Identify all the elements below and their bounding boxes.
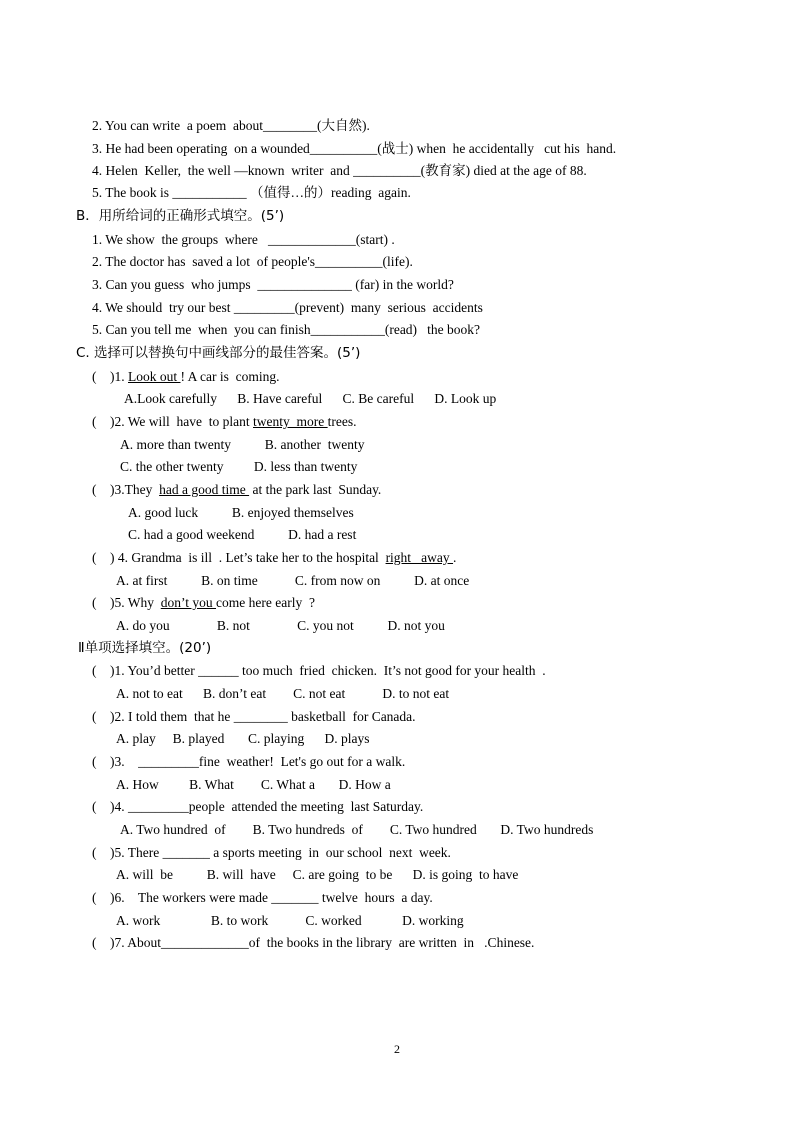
page-number: 2 bbox=[394, 1042, 400, 1056]
section-c-q4 bbox=[92, 550, 456, 566]
q3-suffix: at the park last Sunday. bbox=[249, 482, 382, 497]
q4-suffix: . bbox=[453, 550, 457, 565]
section-c-q3-options-1: A. good luck B. enjoyed themselves bbox=[128, 505, 354, 520]
section-b-item-3: 3. Can you guess who jumps ______________ (far) in the world? bbox=[92, 277, 454, 292]
section-ii-q3-options: A. How B. What C. What a D. How a bbox=[116, 777, 391, 792]
q3-underlined: had a good time bbox=[159, 482, 250, 497]
section-ii-q5: ( )5. There _______ a sports meeting in our school next week. bbox=[92, 845, 451, 860]
section-b-item-5: 5. Can you tell me when you can finish___________(read) the book? bbox=[92, 322, 481, 337]
section-ii-q1: ( )1. You’d better ______ too much fried chicken. It’s not good for your health . bbox=[92, 663, 546, 678]
section-c-q1-options: A.Look carefully B. Have careful C. Be careful D. Look up bbox=[124, 391, 497, 406]
section-ii-q6: ( )6. The workers were made _______ twelve hours a day. bbox=[92, 890, 433, 905]
q2-suffix: trees. bbox=[327, 414, 357, 429]
section-c-q5-options: A. do you B. not C. you not D. not you bbox=[116, 618, 445, 633]
section-ii-q1-options: A. not to eat B. don’t eat C. not eat D. to not eat bbox=[116, 686, 450, 701]
section-ii-q3: ( )3. _________fine weather! Let's go out for a walk. bbox=[92, 754, 406, 769]
section-ii-q2: ( )2. I told them that he ________ basketball for Canada. bbox=[92, 709, 416, 724]
section-ii-q2-options: A. play B. played C. playing D. plays bbox=[116, 731, 370, 746]
section-c-q3 bbox=[92, 482, 381, 498]
section-c-q2-options-2: C. the other twenty D. less than twenty bbox=[120, 459, 358, 474]
section-c-q2-options-1: A. more than twenty B. another twenty bbox=[120, 437, 365, 452]
part-a-item-3: 3. He had been operating on a wounded__________(战士) when he accidentally cut his hand. bbox=[92, 141, 617, 156]
section-c-q1 bbox=[92, 369, 279, 385]
q2-underlined: twenty more bbox=[253, 414, 328, 429]
q3-prefix: ( )3.They bbox=[92, 482, 160, 497]
part-a-item-2: 2. You can write a poem about________(大自然). bbox=[92, 118, 370, 133]
q5-underlined: don’t you bbox=[160, 595, 217, 610]
section-ii-q6-options: A. work B. to work C. worked D. working bbox=[116, 913, 464, 928]
section-ii-q4: ( )4. _________people attended the meeting last Saturday. bbox=[92, 799, 424, 814]
section-ii-q5-options: A. will be B. will have C. are going to be D. is going to have bbox=[116, 867, 519, 882]
q5-suffix: come here early ? bbox=[216, 595, 315, 610]
section-c-q5 bbox=[92, 595, 315, 611]
section-b-item-4: 4. We should try our best _________(prevent) many serious accidents bbox=[92, 300, 483, 315]
part-a-item-5: 5. The book is ___________ （值得…的）reading again. bbox=[92, 185, 411, 200]
q1-underlined: Look out bbox=[128, 369, 181, 384]
q1-prefix: ( )1. bbox=[92, 369, 128, 384]
section-ii-heading: Ⅱ单项选择填空。(20’) bbox=[78, 640, 212, 656]
q2-prefix: ( )2. We will have to plant bbox=[92, 414, 254, 429]
section-b-heading: B．用所给词的正确形式填空。(5’) bbox=[76, 208, 285, 224]
section-c-heading: C. 选择可以替换句中画线部分的最佳答案。(5’) bbox=[76, 345, 361, 361]
q4-prefix: ( ) 4. Grandma is ill . Let’s take her to the hospital bbox=[92, 550, 386, 565]
section-c-q3-options-2: C. had a good weekend D. had a rest bbox=[128, 527, 357, 542]
section-b-item-1: 1. We show the groups where _____________(start) . bbox=[92, 232, 395, 247]
section-c-q2 bbox=[92, 414, 356, 430]
section-c-q4-options: A. at first B. on time C. from now on D. at once bbox=[116, 573, 470, 588]
section-b-item-2: 2. The doctor has saved a lot of people's__________(life). bbox=[92, 254, 413, 269]
section-ii-q4-options: A. Two hundred of B. Two hundreds of C. Two hundred D. Two hundreds bbox=[120, 822, 594, 837]
section-ii-q7: ( )7. About_____________of the books in the library are written in .Chinese. bbox=[92, 935, 535, 950]
q5-prefix: ( )5. Why bbox=[92, 595, 161, 610]
q1-suffix: ! A car is coming. bbox=[180, 369, 280, 384]
q4-underlined: right away bbox=[385, 550, 454, 565]
part-a-item-4: 4. Helen Keller, the well —known writer and __________(教育家) died at the age of 88. bbox=[92, 163, 587, 178]
